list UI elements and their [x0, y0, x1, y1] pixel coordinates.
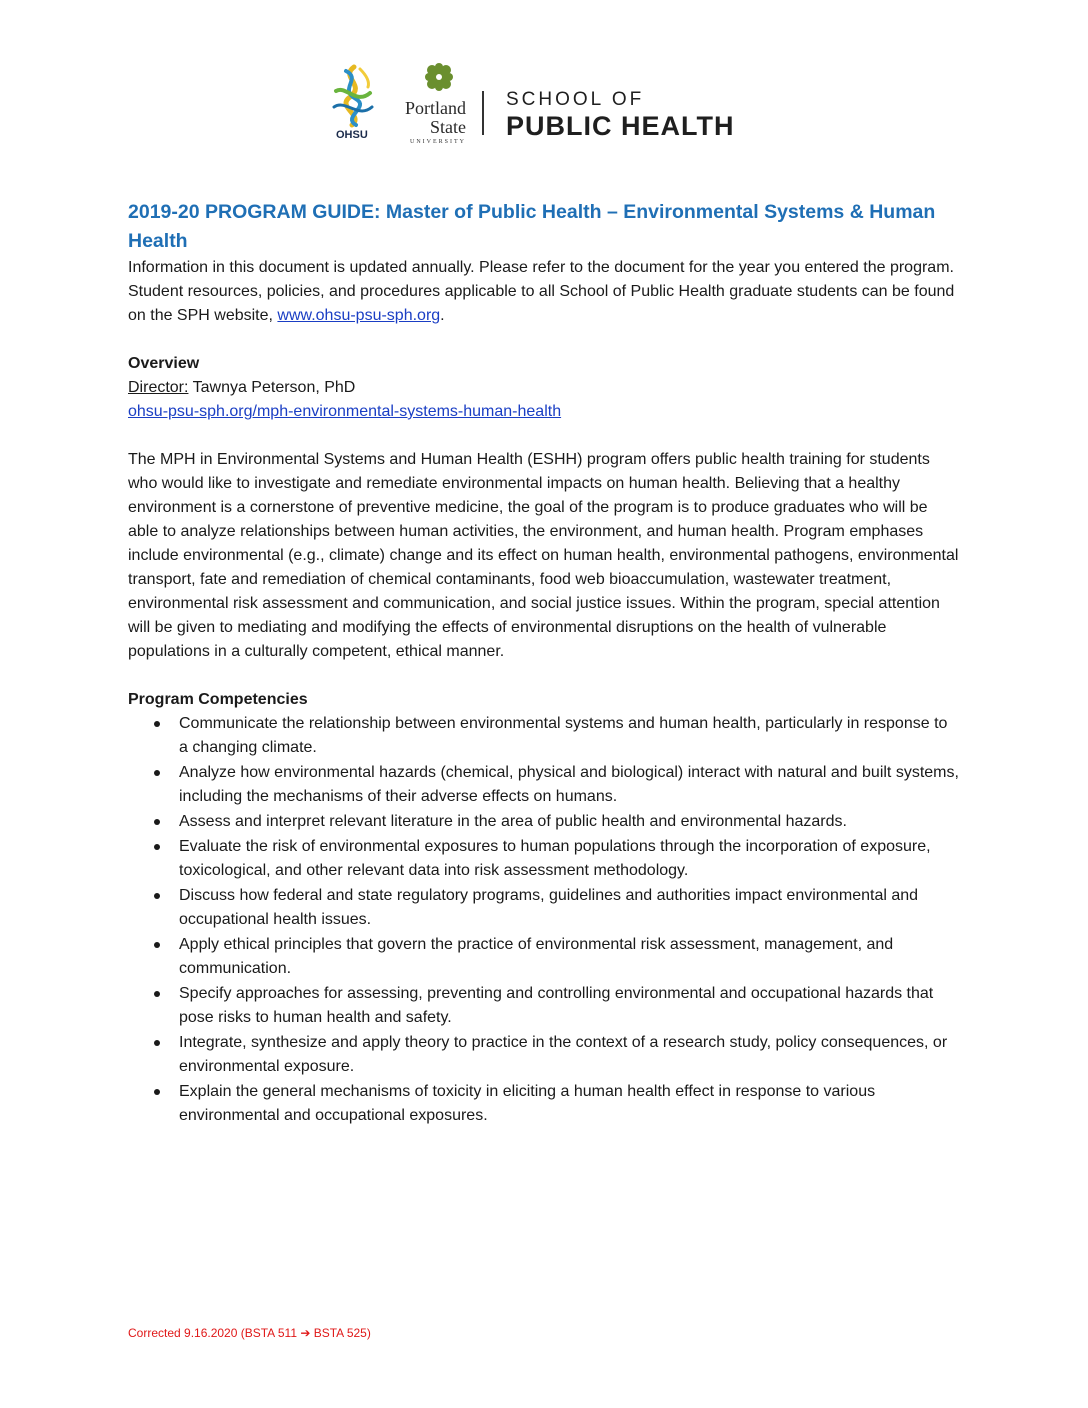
bullet-icon: [154, 721, 160, 727]
ohsu-wordmark: OHSU: [336, 129, 368, 141]
competency-text: Specify approaches for assessing, preventing and controlling environmental and occupational hazards that pose risks to human health and safety.: [179, 985, 934, 1026]
bullet-icon: [154, 942, 160, 948]
director-label: Director:: [128, 379, 189, 396]
logo-bar: [326, 62, 762, 146]
list-item: [128, 761, 960, 809]
psu-logo: [396, 62, 476, 146]
bullet-icon: [154, 819, 160, 825]
overview-heading: Overview: [128, 355, 200, 372]
competency-text: Assess and interpret relevant literature in the area of public health and environmental hazards.: [179, 813, 847, 830]
sph-logo: [506, 89, 735, 141]
bullet-icon: [154, 770, 160, 776]
page-title: 2019-20 PROGRAM GUIDE: Master of Public Health – Environmental Systems & Human Health: [128, 201, 936, 252]
list-item: [128, 712, 960, 760]
bullet-icon: [154, 991, 160, 997]
intro-paragraph: [128, 256, 960, 328]
competency-text: Evaluate the risk of environmental exposures to human populations through the incorporation of exposure, toxicological, and other relevant data into risk assessment methodology.: [179, 838, 931, 879]
list-item: [128, 835, 960, 883]
competency-text: Apply ethical principles that govern the practice of environmental risk assessment, management, and communication.: [179, 936, 894, 977]
competency-text: Integrate, synthesize and apply theory to practice in the context of a research study, policy consequences, or environmental exposure.: [179, 1034, 948, 1075]
overview-description: The MPH in Environmental Systems and Human Health (ESHH) program offers public health training for students who would like to investigate and remediate environmental impacts on human health. Believing that a healthy environment is a cornerstone of preventive medicine, the goal of the program is to produce graduates who will be able to analyze relationships between human activities, the environment, and human health. Program emphases include environmental (e.g., climate) change and its effect on human health, environmental pathogens, environmental transport, fate and remediation of chemical contaminants, food web bioaccumulation, wastewater treatment, environmental risk assessment and communication, and social justice issues. Within the program, special attention will be given to mediating and modifying the effects of environmental disruptions on the health of vulnerable populations in a culturally competent, ethical manner.: [128, 451, 959, 660]
bullet-icon: [154, 893, 160, 899]
psu-clover-icon: [424, 62, 454, 92]
competency-text: Communicate the relationship between environmental systems and human health, particularly in response to a changing climate.: [179, 715, 948, 756]
ohsu-helix-icon: [326, 63, 382, 129]
list-item: [128, 1080, 960, 1128]
list-item: [128, 982, 960, 1030]
competency-text: Analyze how environmental hazards (chemical, physical and biological) interact with natural and built systems, including the mechanisms of their adverse effects on humans.: [179, 764, 959, 805]
sph-wordmark-line1: SCHOOL OF: [506, 89, 645, 110]
logo-divider: [482, 91, 484, 135]
intro-text-end: .: [440, 307, 445, 324]
list-item: [128, 1031, 960, 1079]
list-item: [128, 933, 960, 981]
sph-website-link[interactable]: www.ohsu-psu-sph.org: [277, 307, 441, 324]
ohsu-logo: [326, 63, 382, 145]
competencies-list: [128, 712, 960, 1128]
competency-text: Explain the general mechanisms of toxicity in eliciting a human health effect in response to various environmental and occupational exposures.: [179, 1083, 876, 1124]
bullet-icon: [154, 1040, 160, 1046]
director-line: [128, 376, 960, 400]
list-item: [128, 884, 960, 932]
competency-text: Discuss how federal and state regulatory programs, guidelines and authorities impact environmental and occupational health issues.: [179, 887, 919, 928]
bullet-icon: [154, 1089, 160, 1095]
competencies-heading: Program Competencies: [128, 691, 308, 708]
program-page-link[interactable]: ohsu-psu-sph.org/mph-environmental-systems-human-health: [128, 403, 562, 420]
psu-wordmark-line3: UNIVERSITY: [410, 139, 466, 145]
correction-note: Corrected 9.16.2020 (BSTA 511 ➔ BSTA 525): [128, 1326, 371, 1340]
sph-wordmark-line2: PUBLIC HEALTH: [506, 111, 735, 141]
psu-wordmark-line2: State: [430, 117, 466, 137]
intro-text: Information in this document is updated annually. Please refer to the document for the year you entered the program. Student resources, policies, and procedures applicable to all School of Public Health graduate students can be found on the SPH website,: [128, 259, 955, 324]
program-link-line: [128, 400, 960, 424]
document-body: [128, 198, 960, 1129]
director-name: Tawnya Peterson, PhD: [188, 379, 356, 396]
psu-wordmark-line1: Portland: [405, 98, 466, 118]
bullet-icon: [154, 844, 160, 850]
list-item: [128, 810, 960, 834]
